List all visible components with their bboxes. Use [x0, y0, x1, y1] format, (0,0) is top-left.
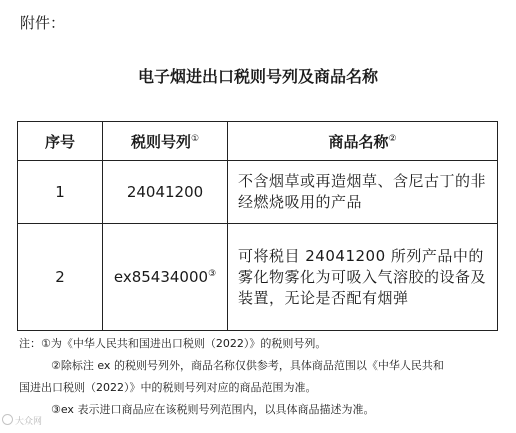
footnote-2: ②除标注 ex 的税则号列外，商品名称仅供参考，具体商品范围以《中华人民共和	[51, 359, 444, 372]
serial-no-cell: 1	[18, 161, 103, 224]
serial-no-cell: 2	[18, 224, 103, 331]
header-serial-no: 序号	[18, 122, 103, 161]
tariff-code: ex85434000	[113, 268, 209, 286]
footnote-3: ③ex 表示进口商品应在该税则号列范围内，以具体商品描述为准。	[51, 403, 375, 416]
table-row	[18, 161, 498, 224]
header-product-name	[228, 122, 498, 161]
product-name-cell: 可将税目 24041200 所列产品中的雾化物雾化为可吸入气溶胶的设备及装置，无论是否配有烟弹	[228, 224, 498, 331]
header-product-name-label: 商品名称	[328, 132, 389, 151]
footnote-mark: ②	[388, 133, 397, 144]
footnotes	[19, 333, 509, 421]
document-title: 电子烟进出口税则号列及商品名称	[137, 67, 378, 86]
header-tariff-code-label: 税则号列	[130, 132, 191, 151]
tariff-code-cell	[103, 161, 228, 224]
table-row	[18, 224, 498, 331]
watermark	[2, 414, 42, 427]
footnote-2-continued: 国进出口税则（2022）》中的税则号列对应的商品范围为准。	[19, 381, 317, 394]
attachment-label: 附件：	[20, 14, 66, 32]
table-header-row	[18, 122, 498, 161]
product-name-cell: 不含烟草或再造烟草、含尼古丁的非经燃烧吸用的产品	[228, 161, 498, 224]
footnote-1: 注：①为《中华人民共和国进出口税则（2022）》的税则号列。	[19, 337, 327, 350]
watermark-logo-icon	[2, 414, 13, 425]
tariff-code-cell	[103, 224, 228, 331]
tariff-code: 24041200	[126, 183, 204, 201]
watermark-text: 大众网	[15, 417, 43, 427]
header-tariff-code	[103, 122, 228, 161]
tariff-table	[17, 121, 498, 331]
footnote-mark: ③	[208, 269, 217, 279]
footnote-mark: ①	[190, 133, 200, 144]
